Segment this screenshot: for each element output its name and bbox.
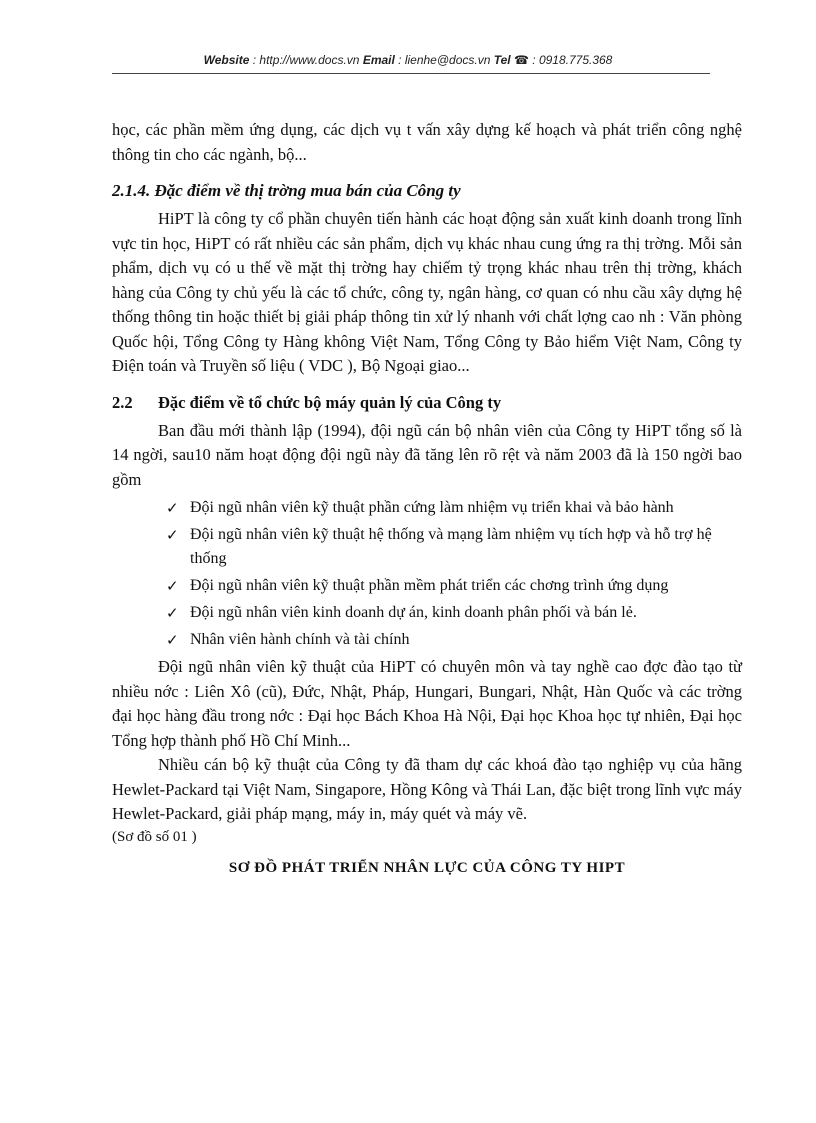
header-divider <box>112 73 710 74</box>
section-title: Đặc điểm về tổ chức bộ máy quản lý của Công ty <box>158 392 502 412</box>
section-2-2-heading <box>112 393 742 413</box>
section-2-2-paragraph: Ban đầu mới thành lập (1994), đội ngũ cán bộ nhân viên của Công ty HiPT tổng số là 14 ngời, sau10 năm hoạt động đội ngũ này đã tăng lên rõ rệt và năm 2003 đã là 150 ngời bao gồm <box>112 420 742 489</box>
list-item: ✓ Nhân viên hành chính và tài chính <box>112 628 742 652</box>
intro-paragraph: học, các phần mềm ứng dụng, các dịch vụ t vấn xây dựng kế hoạch và phát triển công nghệ thông tin cho các ngành, bộ... <box>112 120 742 164</box>
check-icon: ✓ <box>166 499 179 517</box>
page-header <box>0 53 816 67</box>
hp-training-paragraph: Nhiều cán bộ kỹ thuật của Công ty đã tham dự các khoá đào tạo nghiệp vụ của hãng Hewlet-Packard tại Việt Nam, Singapore, Hồng Kông và Thái Lan, đặc biệt trong lĩnh vực máy Hewlet-Packard, giải pháp mạng, máy in, máy quét và máy vẽ. <box>112 755 742 823</box>
check-icon: ✓ <box>166 604 179 622</box>
section-number: 2.2 <box>112 392 133 412</box>
diagram-title: SƠ ĐỒ PHÁT TRIỂN NHÂN LỰC CỦA CÔNG TY HIPT <box>228 859 626 876</box>
section-2-1-4-heading: 2.1.4. Đặc điểm về thị trờng mua bán của Công ty <box>112 181 461 200</box>
check-icon: ✓ <box>166 631 179 649</box>
tel-label: Tel <box>493 53 511 67</box>
list-item: ✓ Đội ngũ nhân viên kỹ thuật phần cứng làm nhiệm vụ triển khai và bảo hành <box>112 496 742 520</box>
list-item: ✓ Đội ngũ nhân viên kinh doanh dự án, kinh doanh phân phối và bán lẻ. <box>112 601 742 625</box>
phone-icon: ☎ <box>513 53 529 67</box>
list-item: ✓ Đội ngũ nhân viên kỹ thuật hệ thống và mạng làm nhiệm vụ tích hợp và hỗ trợ hệ thống <box>112 523 742 571</box>
training-paragraph: Đội ngũ nhân viên kỹ thuật của HiPT có chuyên môn và tay nghề cao đợc đào tạo từ nhiều nớc : Liên Xô (cũ), Đức, Nhật, Pháp, Hungari, Bungari, Nhật, Hàn Quốc và các trờng đại học hàng đầu trong nớc : Đại học Bách Khoa Hà Nội, Đại học Khoa học tự nhiên, Đại học Tổng hợp thành phố Hồ Chí Minh... <box>112 657 742 750</box>
list-item: ✓ Đội ngũ nhân viên kỹ thuật phần mềm phát triển các chơng trình ứng dụng <box>112 574 742 598</box>
document-body <box>112 118 742 877</box>
website-url[interactable]: : http://www.docs.vn <box>249 53 363 67</box>
check-icon: ✓ <box>166 577 179 595</box>
diagram-caption: (Sơ đồ số 01 ) <box>112 828 197 845</box>
section-2-1-4-paragraph: HiPT là công ty cổ phần chuyên tiến hành các hoạt động sản xuất kinh doanh trong lĩnh vực tin học, HiPT có rất nhiều các sản phẩm, dịch vụ khác nhau cung ứng ra thị trờng. Mỗi sản phẩm, dịch vụ có u thế về mặt thị trờng hay chiếm tỷ trọng khác nhau trên thị trờng, khách hàng của Công ty chủ yếu là các tổ chức, công ty, ngân hàng, cơ quan có nhu cầu xây dựng hệ thống thông tin hoặc thiết bị giải pháp thông tin xử lý nhanh với chất lợng cao nh : Văn phòng Quốc hội, Tổng Công ty Hàng không Việt Nam, Tổng Công ty Bảo hiểm Việt Nam, Công ty Điện toán và Truyền số liệu ( VDC ), Bộ Ngoại giao... <box>112 209 742 375</box>
email-address[interactable]: : lienhe@docs.vn <box>394 53 494 67</box>
check-icon: ✓ <box>166 526 179 544</box>
email-label: Email <box>362 53 395 67</box>
staff-list <box>112 496 742 652</box>
tel-number: : 0918.775.368 <box>528 53 613 67</box>
website-label: Website <box>203 53 250 67</box>
